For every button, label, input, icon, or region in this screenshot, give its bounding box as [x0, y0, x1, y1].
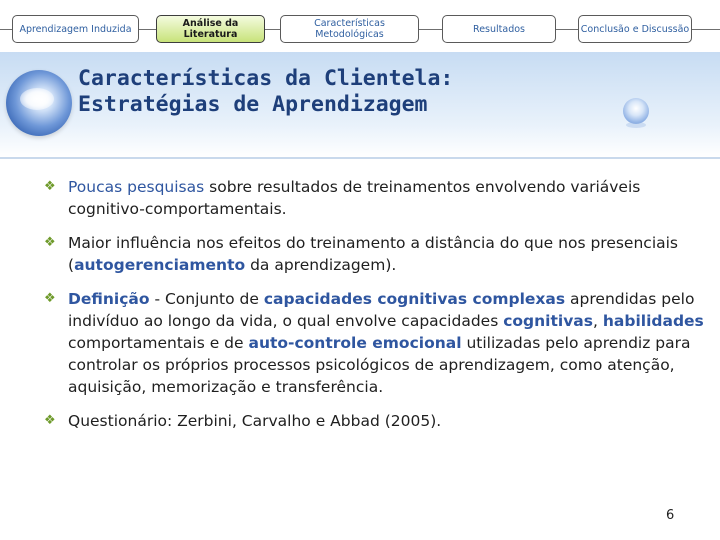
tab-label: Resultados	[473, 23, 525, 35]
page-title-line2: Estratégias de Aprendizagem	[78, 92, 428, 117]
highlight-text: habilidades	[602, 312, 704, 330]
highlight-text: autogerenciamento	[74, 256, 246, 274]
slide-number: 6	[666, 508, 675, 523]
tab-caracteristicas-metodologicas[interactable]	[280, 15, 419, 43]
diamond-bullet-icon: ❖	[44, 179, 56, 194]
bullet-list	[44, 176, 704, 444]
bullet-item-questionario	[44, 410, 704, 432]
bullet-text: - Conjunto de	[149, 290, 264, 308]
highlight-text: auto-controle emocional	[248, 334, 462, 352]
tab-aprendizagem-induzida[interactable]	[12, 15, 139, 43]
tab-label: Conclusão e Discussão	[580, 23, 690, 35]
diamond-bullet-icon: ❖	[44, 291, 56, 306]
tab-label: Análise da Literatura	[182, 18, 239, 40]
bullet-text: utilizadas pelo aprendiz para controlar os próprios processos psicológicos de aprendizagem, como atenção, aquisição, memorização e transferência.	[68, 334, 691, 396]
bullet-text: da aprendizagem).	[245, 256, 397, 274]
highlight-text: cognitivas	[503, 312, 593, 330]
bullet-text: aprendidas pelo indivíduo ao longo da vida, o qual envolve capacidades	[68, 290, 695, 330]
bullet-text: comportamentais e de	[68, 334, 249, 352]
tab-label: Aprendizagem Induzida	[19, 23, 132, 35]
tab-conclusao-e-discussao[interactable]	[578, 15, 692, 43]
small-orb-reflection	[626, 122, 646, 128]
orb-highlight	[20, 88, 54, 110]
bullet-text: Maior influência nos efeitos do treinamento a distância do que nos presenciais (	[68, 234, 679, 274]
highlight-text: Definição	[68, 290, 150, 308]
diamond-bullet-icon: ❖	[44, 413, 56, 428]
bullet-item-definicao	[44, 288, 704, 398]
small-orb-icon	[623, 98, 649, 124]
page-title	[78, 66, 453, 118]
tab-resultados[interactable]	[442, 15, 556, 43]
tab-label: Características Metodológicas	[314, 18, 385, 40]
page-title-line1: Características da Clientela:	[78, 66, 454, 91]
diamond-bullet-icon: ❖	[44, 235, 56, 250]
bullet-text: sobre resultados de treinamentos envolvendo variáveis cognitivo-comportamentais.	[68, 178, 641, 218]
bullet-item-pesquisas	[44, 176, 704, 220]
highlight-text: Poucas pesquisas	[68, 178, 205, 196]
bullet-text: Questionário: Zerbini, Carvalho e Abbad (2005).	[68, 412, 442, 430]
bullet-item-influencia	[44, 232, 704, 276]
tab-analise-da-literatura[interactable]	[156, 15, 265, 43]
highlight-text: capacidades cognitivas complexas	[263, 290, 566, 308]
bullet-text: ,	[593, 312, 603, 330]
